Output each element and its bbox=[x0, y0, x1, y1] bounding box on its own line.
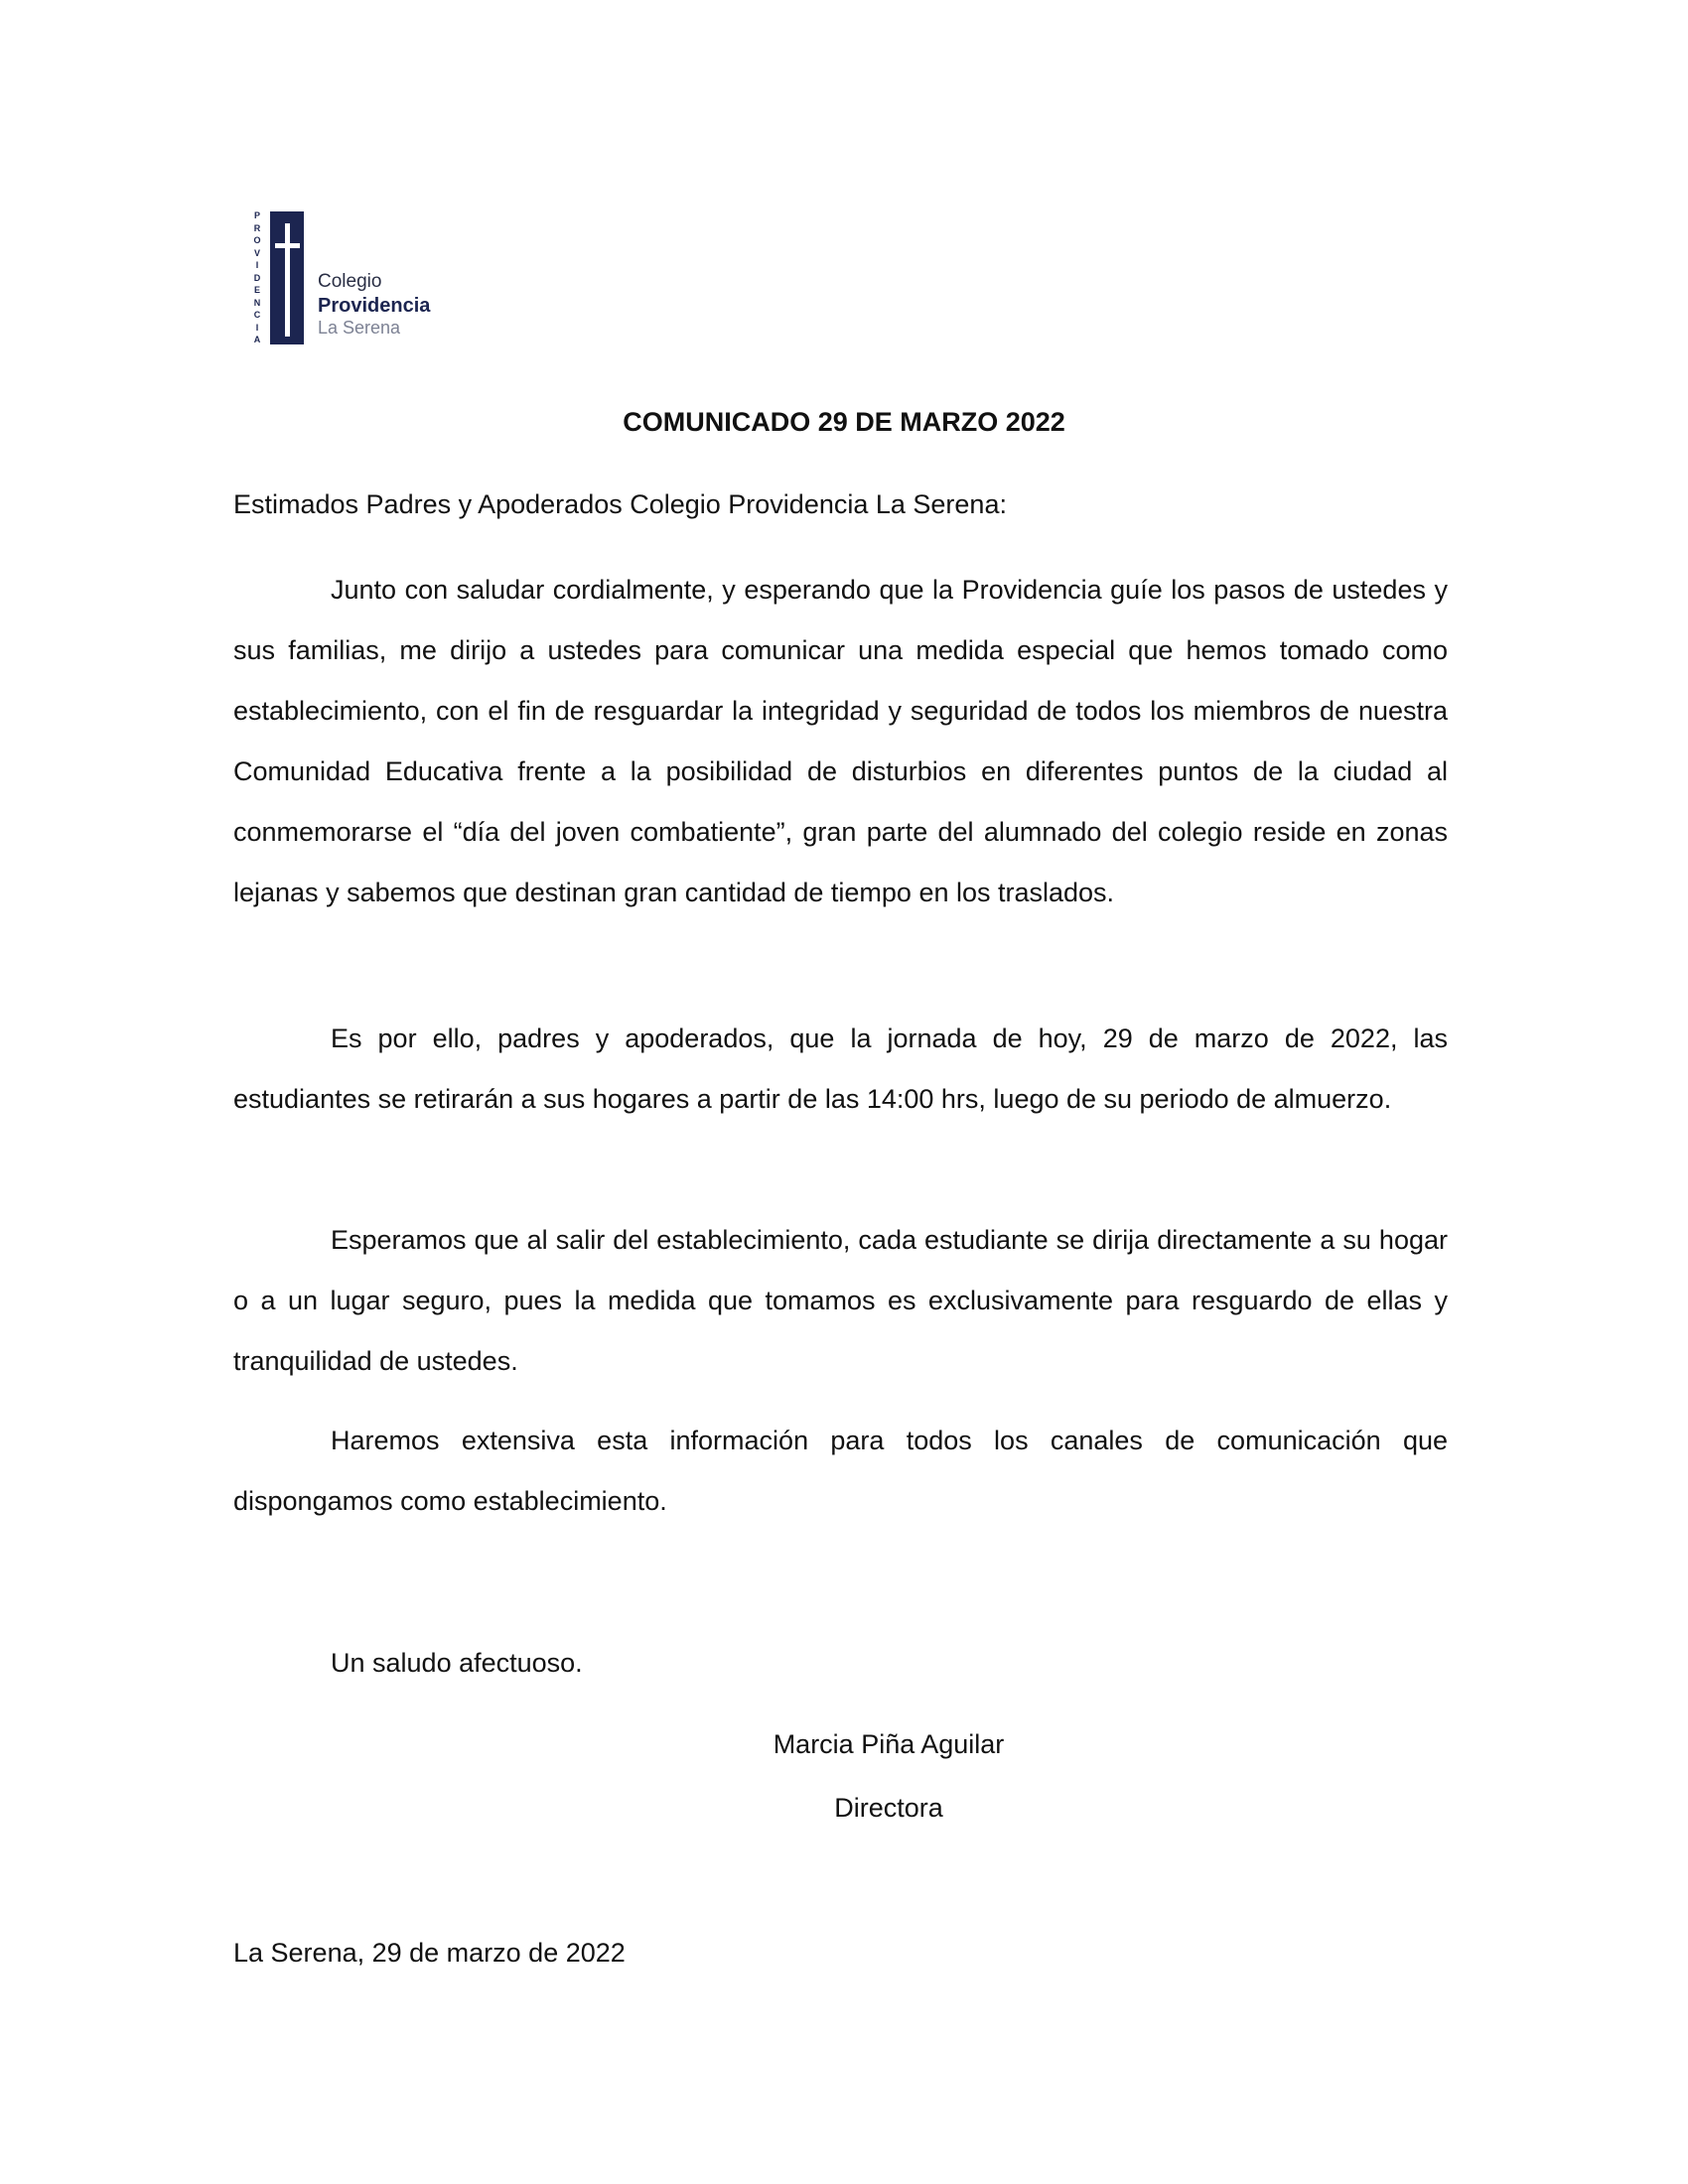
logo-line-providencia: Providencia bbox=[318, 294, 431, 317]
logo-line-city: La Serena bbox=[318, 317, 401, 338]
school-logo bbox=[246, 211, 445, 345]
place-and-date: La Serena, 29 de marzo de 2022 bbox=[233, 1938, 626, 1968]
logo-letter: P bbox=[253, 210, 260, 220]
paragraph-1: Junto con saludar cordialmente, y esperando que la Providencia guíe los pasos de ustedes y sus familias, me dirijo a ustedes para comunicar una medida especial que hemos tomado como establecimiento, con el fin de resguardar la integridad y seguridad de todos los miembros de nuestra Comunidad Educativa frente a la posibilidad de disturbios en diferentes puntos de la ciudad al conmemorarse el “día del joven combatiente”, gran parte del alumnado del colegio reside en zonas lejanas y sabemos que destinan gran cantidad de tiempo en los traslados. bbox=[233, 575, 1448, 907]
logo-line-colegio: Colegio bbox=[318, 271, 382, 292]
logo-letter: N bbox=[253, 297, 261, 308]
logo-wordmark bbox=[318, 271, 430, 339]
logo-letter: C bbox=[253, 310, 261, 320]
greeting: Estimados Padres y Apoderados Colegio Providencia La Serena: bbox=[233, 489, 1007, 519]
logo-letter: O bbox=[253, 235, 261, 245]
paragraph-2: Es por ello, padres y apoderados, que la jornada de hoy, 29 de marzo de 2022, las estudiantes se retirarán a sus hogares a partir de las 14:00 hrs, luego de su periodo de almuerzo. bbox=[233, 1024, 1448, 1114]
signatory-role: Directora bbox=[834, 1793, 943, 1823]
cross-horizontal-bar bbox=[275, 243, 300, 248]
closing-salutation: Un saludo afectuoso. bbox=[331, 1648, 583, 1678]
paragraph-4: Haremos extensiva esta información para todos los canales de comunicación que dispongamos como establecimiento. bbox=[233, 1426, 1448, 1516]
logo-letter: R bbox=[253, 222, 261, 233]
logo-letter: E bbox=[253, 285, 260, 295]
signatory-name: Marcia Piña Aguilar bbox=[773, 1729, 1005, 1759]
logo-letter: D bbox=[253, 272, 261, 283]
logo-vertical-lettering bbox=[246, 211, 268, 344]
logo-letter: A bbox=[253, 335, 261, 344]
document-title: COMUNICADO 29 DE MARZO 2022 bbox=[623, 407, 1065, 437]
logo-letter: I bbox=[255, 260, 259, 270]
logo-letter: V bbox=[253, 247, 260, 258]
cross-vertical-bar bbox=[285, 223, 290, 337]
logo-letter: I bbox=[255, 322, 259, 333]
paragraph-3: Esperamos que al salir del establecimiento, cada estudiante se dirija directamente a su hogar o a un lugar seguro, pues la medida que tomamos es exclusivamente para resguardo de ellas y tranquilidad de ustedes. bbox=[233, 1225, 1448, 1376]
cross-icon bbox=[270, 211, 304, 344]
